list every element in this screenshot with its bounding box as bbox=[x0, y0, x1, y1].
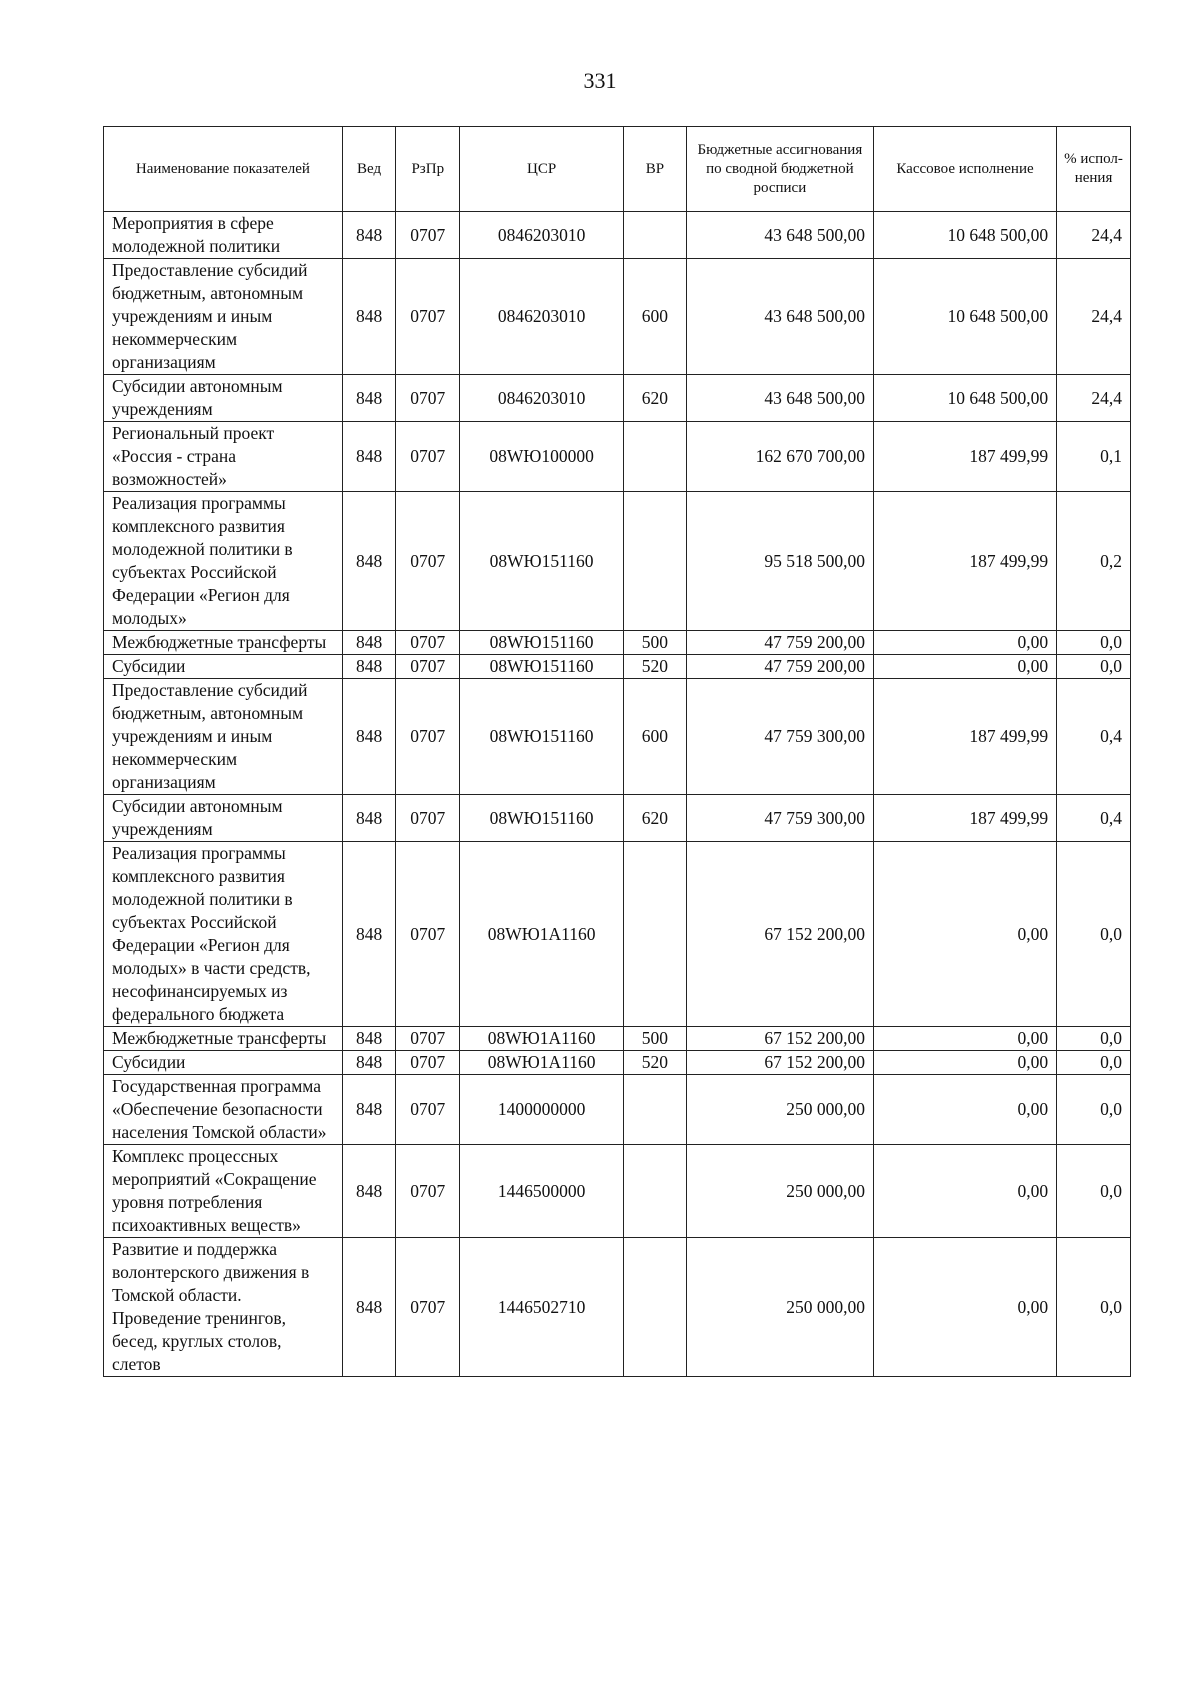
cell-cash: 0,00 bbox=[873, 1027, 1056, 1051]
cell-ved: 848 bbox=[342, 679, 396, 795]
cell-ved: 848 bbox=[342, 422, 396, 492]
cell-vr bbox=[624, 1238, 687, 1377]
cell-percent: 0,4 bbox=[1057, 679, 1131, 795]
cell-budget: 250 000,00 bbox=[686, 1238, 873, 1377]
cell-ved: 848 bbox=[342, 492, 396, 631]
cell-rzpr: 0707 bbox=[396, 1238, 460, 1377]
cell-budget: 67 152 200,00 bbox=[686, 1051, 873, 1075]
cell-rzpr: 0707 bbox=[396, 631, 460, 655]
cell-cash: 0,00 bbox=[873, 842, 1056, 1027]
cell-cash: 0,00 bbox=[873, 1238, 1056, 1377]
cell-cash: 10 648 500,00 bbox=[873, 375, 1056, 422]
page-number: 331 bbox=[583, 68, 617, 93]
header-csr: ЦСР bbox=[460, 127, 624, 212]
header-name: Наименование показателей bbox=[104, 127, 343, 212]
cell-vr bbox=[624, 212, 687, 259]
cell-cash: 10 648 500,00 bbox=[873, 212, 1056, 259]
cell-budget: 250 000,00 bbox=[686, 1075, 873, 1145]
cell-vr bbox=[624, 1145, 687, 1238]
cell-rzpr: 0707 bbox=[396, 259, 460, 375]
cell-rzpr: 0707 bbox=[396, 842, 460, 1027]
header-ved: Вед bbox=[342, 127, 396, 212]
table-row bbox=[104, 655, 1131, 679]
cell-cash: 187 499,99 bbox=[873, 422, 1056, 492]
cell-budget: 67 152 200,00 bbox=[686, 842, 873, 1027]
cell-csr: 08WЮ1A1160 bbox=[460, 1051, 624, 1075]
cell-name: Комплекс процессных мероприятий «Сокращение уровня потребления психоактивных веществ» bbox=[104, 1145, 343, 1238]
cell-name: Региональный проект «Россия - страна возможностей» bbox=[104, 422, 343, 492]
cell-rzpr: 0707 bbox=[396, 795, 460, 842]
cell-percent: 0,0 bbox=[1057, 1238, 1131, 1377]
cell-csr: 08WЮ151160 bbox=[460, 679, 624, 795]
cell-vr: 620 bbox=[624, 795, 687, 842]
header-cash: Кассовое исполнение bbox=[873, 127, 1056, 212]
cell-budget: 47 759 200,00 bbox=[686, 631, 873, 655]
cell-ved: 848 bbox=[342, 259, 396, 375]
cell-cash: 0,00 bbox=[873, 631, 1056, 655]
cell-vr: 500 bbox=[624, 1027, 687, 1051]
table-body bbox=[104, 212, 1131, 1377]
cell-budget: 95 518 500,00 bbox=[686, 492, 873, 631]
cell-vr bbox=[624, 492, 687, 631]
cell-csr: 08WЮ151160 bbox=[460, 655, 624, 679]
cell-budget: 47 759 200,00 bbox=[686, 655, 873, 679]
cell-budget: 47 759 300,00 bbox=[686, 795, 873, 842]
cell-name: Государственная программа «Обеспечение безопасности населения Томской области» bbox=[104, 1075, 343, 1145]
cell-ved: 848 bbox=[342, 655, 396, 679]
cell-cash: 0,00 bbox=[873, 1145, 1056, 1238]
table-row bbox=[104, 212, 1131, 259]
cell-cash: 0,00 bbox=[873, 655, 1056, 679]
cell-csr: 08WЮ151160 bbox=[460, 631, 624, 655]
cell-name: Предоставление субсидий бюджетным, автономным учреждениям и иным некоммерческим организациям bbox=[104, 679, 343, 795]
cell-cash: 0,00 bbox=[873, 1075, 1056, 1145]
cell-ved: 848 bbox=[342, 842, 396, 1027]
cell-csr: 08WЮ151160 bbox=[460, 492, 624, 631]
cell-name: Субсидии bbox=[104, 655, 343, 679]
cell-cash: 187 499,99 bbox=[873, 679, 1056, 795]
cell-name: Реализация программы комплексного развития молодежной политики в субъектах Российской Федерации «Регион для молодых» в части средств, несофинансируемых из федерального бюджета bbox=[104, 842, 343, 1027]
cell-vr bbox=[624, 842, 687, 1027]
cell-percent: 0,0 bbox=[1057, 842, 1131, 1027]
cell-percent: 0,0 bbox=[1057, 1075, 1131, 1145]
table-header-row bbox=[104, 127, 1131, 212]
cell-percent: 0,0 bbox=[1057, 631, 1131, 655]
cell-ved: 848 bbox=[342, 1145, 396, 1238]
cell-vr: 600 bbox=[624, 259, 687, 375]
cell-vr: 520 bbox=[624, 1051, 687, 1075]
cell-rzpr: 0707 bbox=[396, 1051, 460, 1075]
cell-ved: 848 bbox=[342, 1075, 396, 1145]
cell-csr: 1400000000 bbox=[460, 1075, 624, 1145]
cell-name: Мероприятия в сфере молодежной политики bbox=[104, 212, 343, 259]
cell-budget: 250 000,00 bbox=[686, 1145, 873, 1238]
cell-name: Субсидии автономным учреждениям bbox=[104, 795, 343, 842]
cell-csr: 08WЮ1A1160 bbox=[460, 1027, 624, 1051]
cell-vr: 600 bbox=[624, 679, 687, 795]
table-row bbox=[104, 492, 1131, 631]
cell-rzpr: 0707 bbox=[396, 679, 460, 795]
cell-vr bbox=[624, 422, 687, 492]
cell-vr bbox=[624, 1075, 687, 1145]
cell-csr: 0846203010 bbox=[460, 375, 624, 422]
cell-rzpr: 0707 bbox=[396, 492, 460, 631]
cell-name: Межбюджетные трансферты bbox=[104, 631, 343, 655]
table-row bbox=[104, 1051, 1131, 1075]
cell-budget: 162 670 700,00 bbox=[686, 422, 873, 492]
table-row bbox=[104, 1075, 1131, 1145]
cell-name: Межбюджетные трансферты bbox=[104, 1027, 343, 1051]
cell-budget: 43 648 500,00 bbox=[686, 212, 873, 259]
table-row bbox=[104, 631, 1131, 655]
header-vr: ВР bbox=[624, 127, 687, 212]
cell-rzpr: 0707 bbox=[396, 1027, 460, 1051]
cell-rzpr: 0707 bbox=[396, 1145, 460, 1238]
cell-vr: 520 bbox=[624, 655, 687, 679]
cell-ved: 848 bbox=[342, 375, 396, 422]
cell-csr: 08WЮ100000 bbox=[460, 422, 624, 492]
cell-csr: 08WЮ151160 bbox=[460, 795, 624, 842]
header-percent: % испол-нения bbox=[1057, 127, 1131, 212]
cell-rzpr: 0707 bbox=[396, 655, 460, 679]
table-row bbox=[104, 1027, 1131, 1051]
cell-ved: 848 bbox=[342, 1051, 396, 1075]
cell-ved: 848 bbox=[342, 631, 396, 655]
cell-csr: 0846203010 bbox=[460, 259, 624, 375]
cell-rzpr: 0707 bbox=[396, 375, 460, 422]
cell-budget: 67 152 200,00 bbox=[686, 1027, 873, 1051]
cell-name: Субсидии автономным учреждениям bbox=[104, 375, 343, 422]
cell-cash: 187 499,99 bbox=[873, 492, 1056, 631]
header-budget: Бюджетные ассигнования по сводной бюджетной росписи bbox=[686, 127, 873, 212]
cell-ved: 848 bbox=[342, 795, 396, 842]
cell-percent: 0,1 bbox=[1057, 422, 1131, 492]
cell-cash: 10 648 500,00 bbox=[873, 259, 1056, 375]
cell-percent: 0,2 bbox=[1057, 492, 1131, 631]
cell-percent: 0,0 bbox=[1057, 1145, 1131, 1238]
cell-ved: 848 bbox=[342, 1238, 396, 1377]
cell-rzpr: 0707 bbox=[396, 1075, 460, 1145]
cell-percent: 0,0 bbox=[1057, 1027, 1131, 1051]
cell-vr: 620 bbox=[624, 375, 687, 422]
cell-percent: 24,4 bbox=[1057, 375, 1131, 422]
cell-cash: 0,00 bbox=[873, 1051, 1056, 1075]
table-row bbox=[104, 259, 1131, 375]
table-row bbox=[104, 422, 1131, 492]
cell-name: Развитие и поддержка волонтерского движения в Томской области. Проведение тренингов, бесед, круглых столов, слетов bbox=[104, 1238, 343, 1377]
cell-ved: 848 bbox=[342, 212, 396, 259]
cell-rzpr: 0707 bbox=[396, 212, 460, 259]
cell-csr: 08WЮ1A1160 bbox=[460, 842, 624, 1027]
cell-percent: 0,0 bbox=[1057, 655, 1131, 679]
cell-name: Предоставление субсидий бюджетным, автономным учреждениям и иным некоммерческим организациям bbox=[104, 259, 343, 375]
table-row bbox=[104, 679, 1131, 795]
table-row bbox=[104, 795, 1131, 842]
header-rzpr: РзПр bbox=[396, 127, 460, 212]
cell-cash: 187 499,99 bbox=[873, 795, 1056, 842]
cell-percent: 24,4 bbox=[1057, 259, 1131, 375]
table-row bbox=[104, 375, 1131, 422]
table-row bbox=[104, 1238, 1131, 1377]
cell-name: Реализация программы комплексного развития молодежной политики в субъектах Российской Федерации «Регион для молодых» bbox=[104, 492, 343, 631]
table-row bbox=[104, 1145, 1131, 1238]
cell-percent: 0,0 bbox=[1057, 1051, 1131, 1075]
cell-name: Субсидии bbox=[104, 1051, 343, 1075]
table-row bbox=[104, 842, 1131, 1027]
cell-budget: 43 648 500,00 bbox=[686, 375, 873, 422]
cell-ved: 848 bbox=[342, 1027, 396, 1051]
cell-csr: 1446500000 bbox=[460, 1145, 624, 1238]
cell-budget: 43 648 500,00 bbox=[686, 259, 873, 375]
cell-percent: 0,4 bbox=[1057, 795, 1131, 842]
budget-execution-table bbox=[103, 126, 1131, 1377]
cell-csr: 0846203010 bbox=[460, 212, 624, 259]
cell-percent: 24,4 bbox=[1057, 212, 1131, 259]
cell-rzpr: 0707 bbox=[396, 422, 460, 492]
cell-budget: 47 759 300,00 bbox=[686, 679, 873, 795]
cell-vr: 500 bbox=[624, 631, 687, 655]
cell-csr: 1446502710 bbox=[460, 1238, 624, 1377]
